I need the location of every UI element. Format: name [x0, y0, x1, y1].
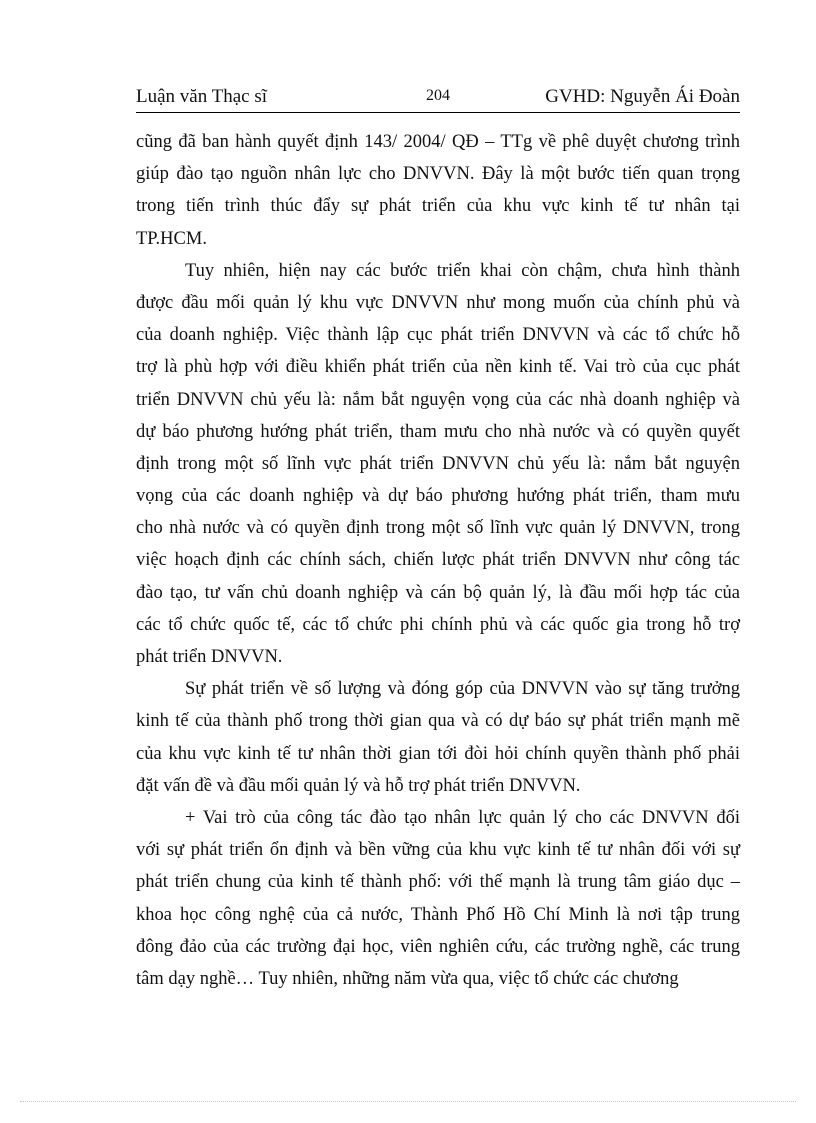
text-line: đặt vấn đề và đầu mối quản lý và hỗ trợ phát triển DNVVN. [136, 775, 581, 796]
paragraph-3 [136, 673, 740, 802]
document-body [136, 126, 740, 995]
text-line: định trong một số lĩnh vực phát triển DNVVN chủ yếu là: nắm bắt nguyện [136, 453, 740, 474]
text-line: đào tạo, tư vấn chủ doanh nghiệp và cán bộ quản lý, là đầu mối hợp tác của [136, 582, 740, 603]
text-line: được đầu mối quản lý khu vực DNVVN như mong muốn của chính phủ và [136, 292, 740, 313]
text-line: của doanh nghiệp. Việc thành lập cục phát triển DNVVN và các tổ chức hỗ [136, 325, 740, 346]
text-line: trong tiến trình thúc đẩy sự phát triển của khu vực kinh tế tư nhân tại [136, 196, 740, 217]
text-line: phát triển DNVVN. [136, 647, 283, 667]
text-line: tâm dạy nghề… Tuy nhiên, những năm vừa qua, việc tổ chức các chương [136, 968, 679, 989]
text-line: trợ là phù hợp với điều khiển phát triển của nền kinh tế. Vai trò của cục phát [136, 357, 740, 378]
text-line: đông đảo của các trường đại học, viên nghiên cứu, các trường nghề, các trung [136, 936, 740, 957]
supervisor-label: GVHD: Nguyễn Ái Đoàn [545, 86, 740, 107]
paragraph-1 [136, 126, 740, 255]
text-line: khoa học công nghệ của cả nước, Thành Phố Hồ Chí Minh là nơi tập trung [136, 904, 740, 925]
page-number: 204 [426, 87, 450, 104]
text-line: Sự phát triển về số lượng và đóng góp của DNVVN vào sự tăng trưởng [185, 679, 740, 700]
text-line: với sự phát triển ổn định và bền vững của khu vực kinh tế tư nhân đối với sự [136, 840, 740, 861]
text-line: cũng đã ban hành quyết định 143/ 2004/ QĐ – TTg về phê duyệt chương trình [136, 132, 740, 152]
text-line: triển DNVVN chủ yếu là: nắm bắt nguyện vọng của các nhà doanh nghiệp và [136, 389, 740, 410]
text-line: TP.HCM. [136, 228, 207, 249]
text-line: việc hoạch định các chính sách, chiến lược phát triển DNVVN như công tác [136, 550, 740, 571]
text-line: cho nhà nước và có quyền định trong một số lĩnh vực quản lý DNVVN, trong [136, 518, 740, 539]
text-line: vọng của các doanh nghiệp và dự báo phương hướng phát triển, tham mưu [136, 486, 740, 507]
text-line: giúp đào tạo nguồn nhân lực cho DNVVN. Đây là một bước tiến quan trọng [136, 164, 740, 185]
text-line: + Vai trò của công tác đào tạo nhân lực quản lý cho các DNVVN đối [185, 807, 740, 828]
page-bottom-divider [20, 1101, 796, 1102]
paragraph-4 [136, 802, 740, 995]
text-line: các tổ chức quốc tế, các tổ chức phi chính phủ và các quốc gia trong hỗ trợ [136, 614, 740, 635]
text-line: của khu vực kinh tế tư nhân thời gian tới đòi hỏi chính quyền thành phố phải [136, 743, 740, 764]
text-line: phát triển chung của kinh tế thành phố: với thế mạnh là trung tâm giáo dục – [136, 872, 740, 893]
paragraph-2 [136, 255, 740, 673]
text-line: Tuy nhiên, hiện nay các bước triển khai còn chậm, chưa hình thành [185, 260, 740, 281]
page-header [136, 84, 740, 113]
text-line: kinh tế của thành phố trong thời gian qua và có dự báo sự phát triển mạnh mẽ [136, 711, 740, 732]
text-line: dự báo phương hướng phát triển, tham mưu cho nhà nước và có quyền quyết [136, 421, 740, 442]
thesis-label: Luận văn Thạc sĩ [136, 86, 268, 107]
